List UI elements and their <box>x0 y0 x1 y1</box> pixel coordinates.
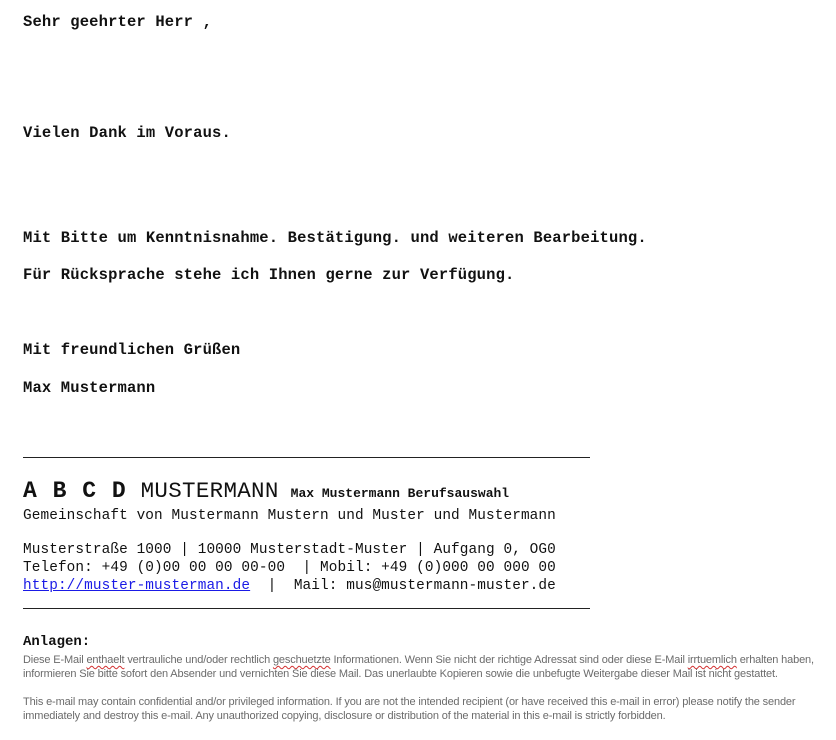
logo-word: MUSTERMANN <box>140 478 279 504</box>
signature-top-divider <box>23 457 590 458</box>
disclaimer-de-text: erhalten haben, informieren Sie bitte sofort den Absender und vernichten Sie diese Mail. Das unerlaubte Kopieren sowie die unbefugte Weitergabe dieser Mail ist nicht gestattet. <box>23 654 814 680</box>
salutation-line: Sehr geehrter Herr , <box>23 13 213 31</box>
spellcheck-word: enthaelt <box>86 654 125 666</box>
phone-line: Telefon: +49 (0)00 00 00 00-00 | Mobil: +49 (0)000 00 000 00 <box>23 560 556 576</box>
disclaimer-de-text: Informationen. Wenn Sie nicht der richtige Adressat sind oder diese E-Mail <box>330 654 688 666</box>
thanks-line: Vielen Dank im Voraus. <box>23 124 231 142</box>
website-link[interactable]: http://muster-musterman.de <box>23 578 251 594</box>
closing-line: Mit freundlichen Grüßen <box>23 341 241 359</box>
request-line: Mit Bitte um Kenntnisnahme. Bestätigung. und weiteren Bearbeitung. <box>23 229 647 247</box>
contact-line <box>23 578 556 594</box>
sender-name: Max Mustermann <box>23 379 156 397</box>
mail-text: | Mail: mus@mustermann-muster.de <box>250 578 556 594</box>
company-line: Gemeinschaft von Mustermann Mustern und Muster und Mustermann <box>23 508 556 524</box>
attachments-label: Anlagen: <box>23 634 91 650</box>
callback-line: Für Rücksprache stehe ich Ihnen gerne zur Verfügung. <box>23 266 515 284</box>
signature-bottom-divider <box>23 608 590 609</box>
disclaimer-english: This e-mail may contain confidential and/or privileged information. If you are not the intended recipient (or have received this e-mail in error) please notify the sender immediately and destroy this e-mail. Any unauthorized copying, disclosure or distribution of the material in this e-mail is strictly forbidden. <box>23 696 796 722</box>
company-logo <box>23 478 509 504</box>
logo-letters: A B C D <box>23 478 127 504</box>
address-line: Musterstraße 1000 | 10000 Musterstadt-Muster | Aufgang 0, OG0 <box>23 542 556 558</box>
disclaimer-german <box>23 653 818 681</box>
disclaimer-de-text: Diese E-Mail <box>23 654 87 666</box>
disclaimer-de-text: vertrauliche und/oder rechtlich <box>124 654 273 666</box>
spellcheck-word: geschuetzte <box>272 654 331 666</box>
logo-subtitle: Max Mustermann Berufsauswahl <box>290 486 510 501</box>
spellcheck-word: irrtuemlich <box>687 654 737 666</box>
